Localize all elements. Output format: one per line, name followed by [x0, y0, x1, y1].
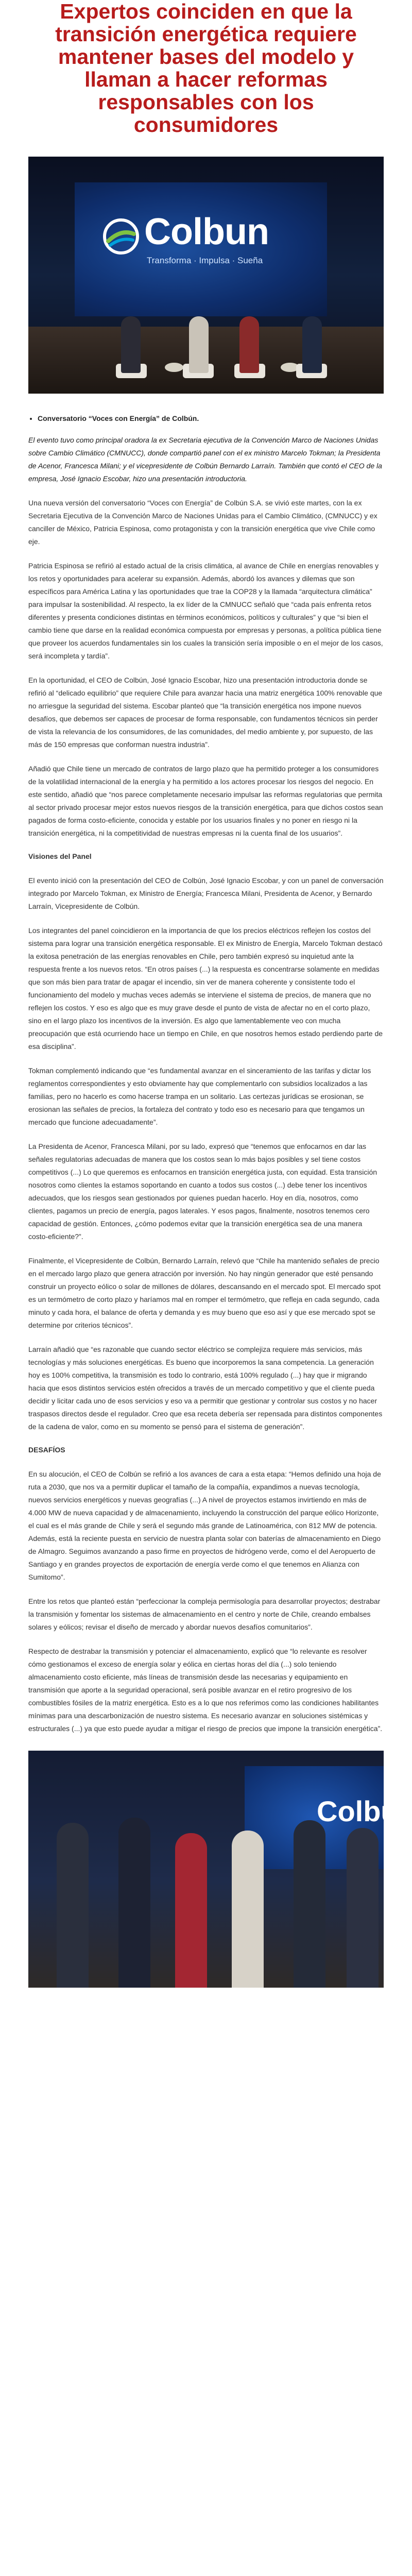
body-paragraph: Larraín añadió que “es razonable que cuando sector eléctrico se complejiza requiere más servicios, más tecnologías y más soluciones energéticas. Es bueno que incorporemos la sana competencia. La generación hoy es 100% competitiva, la transmisión es todo lo contrario, está 100% regulado (...) hay que ir migrando hacia que esos distintos servicios estén ofrecidos a través de un mercado competitivo y que el cliente pueda decidir y licitar cada uno de esos servicios y eso va a permitir que gestionar y controlar sus costos y no hacer traspasos directos desde el regulador. Creo que esa receta debería ser repensada para distintos componentes de la cadena de valor, como en su momento se pensó para el sistema de generación”.: [28, 1345, 383, 1431]
body-paragraph: Los integrantes del panel coincidieron en la importancia de que los precios eléctricos reflejen los costos del sistema para lograr una transición energética responsable. El ex Ministro de Energía, Marcelo Tokman destacó la exitosa penetración de las energías renovables en Chile, pero también expresó su inquietud ante la respuesta frente a los nuevos retos. “En otros países (...) la respuesta es concentrarse solamente en medidas que son más bien para tratar de apagar el incendio, sin ver de manera coherente y consistente todo el funcionamiento del modelo y muchas veces además se interviene el sistema de precios, de manera que no reflejen los costos. Y eso es algo que es muy grave desde el punto de vista de afectar no en el corto plazo, sino en el largo plazo los incentivos de la inversión. Es algo que lamentablemente veo con mucha preocupación que está ocurriendo hace un tiempo en Chile, en que nosotros hemos estado perdiendo parte de esa disciplina”.: [28, 926, 383, 1050]
colbun-logo-icon: [103, 218, 139, 255]
body-paragraph: Entre los retos que planteó están “perfeccionar la compleja permisología para desarrollar proyectos; destrabar la transmisión y fomentar los sistemas de almacenamiento en el centro y norte de Chile, creando embalses solares y eólicos; revisar el diseño de mercado y abordar nuevos desafíos comunitarios”.: [28, 1597, 381, 1631]
body-paragraph: Tokman complementó indicando que “es fundamental avanzar en el sinceramiento de las tarifas y dictar los reglamentos correspondientes y esto obviamente hay que complementarlo con subsidios localizados a las familias, pero no hacerlo es como hacerse trampa en un solitario. Las certezas jurídicas se erosionan, se erosionan las señales de precios, la fortaleza del contrato y todo eso es necesario para que tengamos un mercado que funcione adecuadamente”.: [28, 1066, 371, 1126]
image-caption: • Conversatorio “Voces con Energía” de Colbún.: [38, 414, 384, 422]
image-caption-list: [28, 414, 384, 422]
group-photo: [28, 1751, 399, 1988]
side-table: [165, 363, 183, 372]
panelist: [189, 316, 209, 373]
body-paragraph: Respecto de destrabar la transmisión y potenciar el almacenamiento, explicó que “lo relevante es resolver cómo gestionamos el exceso de energía solar y eólica en ciertas horas del día (...) solo teniendo almacenamiento costo eficiente, más líneas de transmisión desde las necesarias y equipamiento en transmisión que aporte a la seguridad operacional, será posible avanzar en el retiro progresivo de los combustibles fósiles de la matriz energética. Esto es a lo que nos referimos como las condiciones habilitantes mínimas para una descarbonización de nuestro sistema. Es necesario avanzar en soluciones sistémicas y estructurales (...) ya que esto puede ayudar a mitigar el riesgo de precios que impone la transición energética”.: [28, 1647, 383, 1733]
body-paragraph: Una nueva versión del conversatorio “Voces con Energía” de Colbún S.A. se vivió este martes, con la ex Secretaria Ejecutiva de la Convención Marco de Naciones Unidas para el Cambio Climático, (CMNUCC) y ex canciller de México, Patricia Espinosa, como protagonista y con la transición energética que vive Chile como eje.: [28, 499, 377, 546]
standing-person: [118, 1818, 150, 1988]
stage-floor: [28, 327, 384, 394]
standing-person: [175, 1833, 207, 1988]
body-paragraph: Añadió que Chile tiene un mercado de contratos de largo plazo que ha permitido proteger a los consumidores de la volatilidad internacional de la energía y ha permitido a los actores procesar los riesgos del negocio. En este sentido, añadió que “nos parece completamente necesario impulsar las reformas regulatorias que permita al sector privado procesar mejor estos nuevos riesgos de la transición energética, para que dichos costos sean pagados de forma costo-eficiente, conocida y estable por los usuarios finales y no poner en riesgo ni la transición energética, ni la competitividad de nuestras empresas ni la cuenta final de los usuarios”.: [28, 765, 383, 837]
body-paragraph: En su alocución, el CEO de Colbún se refirió a los avances de cara a esta etapa: “Hemos definido una hoja de ruta a 2030, que nos va a permitir duplicar el tamaño de la compañía, expandimos a nuevas tecnología, nuevos servicios energéticos y nuevas geografías (...) A nivel de proyectos estamos invirtiendo en más de 4.000 MW de nueva capacidad y de almacenamiento, incluyendo la construcción del parque eólico Horizonte, el cual es el más grande de Chile y será el segundo más grande de Latinoamérica, con 812 MW de potencia. Además, está la reciente puesta en servicio de nuestra planta solar con baterías de almacenamiento en Diego de Almagro. Seguimos avanzando a paso firme en proyectos de hidrógeno verde, como el del Aeropuerto de Santiago y en grandes proyectos de exportación de energía verde como el que tenemos en Alianza con Sumitomo”.: [28, 1470, 381, 1581]
standing-person: [232, 1831, 264, 1988]
panelist: [121, 316, 141, 373]
article-title: Expertos coinciden en que la transición energética requiere mantener bases del modelo y llaman a hacer reformas responsables con los consumidores: [55, 0, 357, 137]
body-paragraph: Patricia Espinosa se refirió al estado actual de la crisis climática, al avance de Chile en energías renovables y los retos y oportunidades para acelerar su expansión. Además, abordó los avances y dilemas que son específicos para América Latina y las oportunidades que trae la COP28 y la llamada “arquitectura climática” para impulsar la sostenibilidad. Al respecto, la ex líder de la CMNUCC señaló que “cada país enfrenta retos diferentes y presenta condiciones distintas en términos económicos, políticos y culturales” y que “si bien el cambio tiene que darse en la realidad económica compuesta por empresas y personas, a política pública tiene que proveer los acuerdos fundamentales sin los cuales la transición sería imposible o en el mejor de los casos, será incompleta y tardía”.: [28, 562, 383, 660]
standing-person: [57, 1823, 89, 1988]
intro-paragraph: El evento tuvo como principal oradora la ex Secretaria ejecutiva de la Convención Marco de Naciones Unidas sobre Cambio Climático (CMNUCC), donde compartió panel con el ex ministro Marcelo Tokman; la Presidenta de Acenor, Francesca Milani; y el vicepresidente de Colbún Bernardo Larraín. También que contó el CEO de la empresa, José Ignacio Escobar, hizo una presentación introductoria.: [28, 436, 382, 483]
body-paragraph: Finalmente, el Vicepresidente de Colbún, Bernardo Larraín, relevó que “Chile ha mantenido señales de precio en el mercado largo plazo que genera atracción por inversión. No hay ningún generador que esté pensando construir un proyecto eólico o solar de millones de dólares, descansando en el mercado spot. El mercado spot es un termómetro de corto plazo y haríamos mal en romper el termómetro, que refleja en cada segundo, cada minuto y cada hora, el balance de oferta y demanda y es muy bueno que eso así y que ese mercado spot se determine por criterios técnicos”.: [28, 1257, 381, 1329]
logo-tagline: Transforma · Impulsa · Sueña: [147, 256, 263, 265]
section-heading-panel: Visiones del Panel: [28, 852, 92, 860]
panelist: [302, 316, 322, 373]
panelist: [239, 316, 259, 373]
logo-text: Colbun: [144, 211, 269, 252]
body-paragraph: En la oportunidad, el CEO de Colbún, José Ignacio Escobar, hizo una presentación introductoria donde se refirió al “delicado equilibrio” que requiere Chile para avanzar hacia una matriz energética 100% renovable que no arriesgue la seguridad del sistema. Escobar planteó que “la transición energética nos impone nuevos desafíos, que debemos ser capaces de procesar de forma responsable, con fundamentos técnicos sin perder de vista la relevancia de los consumidores, de las comunidades, del medio ambiente y, por supuesto, de las más de 150 empresas que conforman nuestra industria”.: [28, 676, 383, 749]
body-paragraph: El evento inició con la presentación del CEO de Colbún, José Ignacio Escobar, y con un panel de conversación integrado por Marcelo Tokman, ex Ministro de Energía; Francesca Milani, Presidenta de Acenor, y Bernardo Larraín, Vicepresidente de Colbún.: [28, 876, 384, 910]
hero-image: [28, 157, 384, 394]
standing-person: [294, 1820, 325, 1988]
body-paragraph: La Presidenta de Acenor, Francesca Milani, por su lado, expresó que “tenemos que enfocarnos en dar las señales regulatorias adecuadas de manera que los costos sean lo más bajos posibles y sel tiene costos competitivos (...) Lo que queremos es enfocarnos en transición energética justa, con equidad. Esta transición nosotros como clientes la estamos soportando en cuanto a todos sus costos (...) debe tener los incentivos adecuados, que los riesgos sean gestionados por quienes puedan hacerlo. Hoy en día, nosotros, como clientes, pagamos un precio de energía, pagos laterales. Y esos pagos, finalmente, nosotros tenemos cero capacidad de gestión. Entonces, ¿cómo podemos evitar que la transición energética sea de una manera costo-eficiente?”.: [28, 1142, 377, 1241]
banner-logo-text: Colbu: [317, 1795, 399, 1827]
standing-person: [347, 1828, 379, 1988]
section-heading-challenges: DESAFÍOS: [28, 1446, 65, 1454]
